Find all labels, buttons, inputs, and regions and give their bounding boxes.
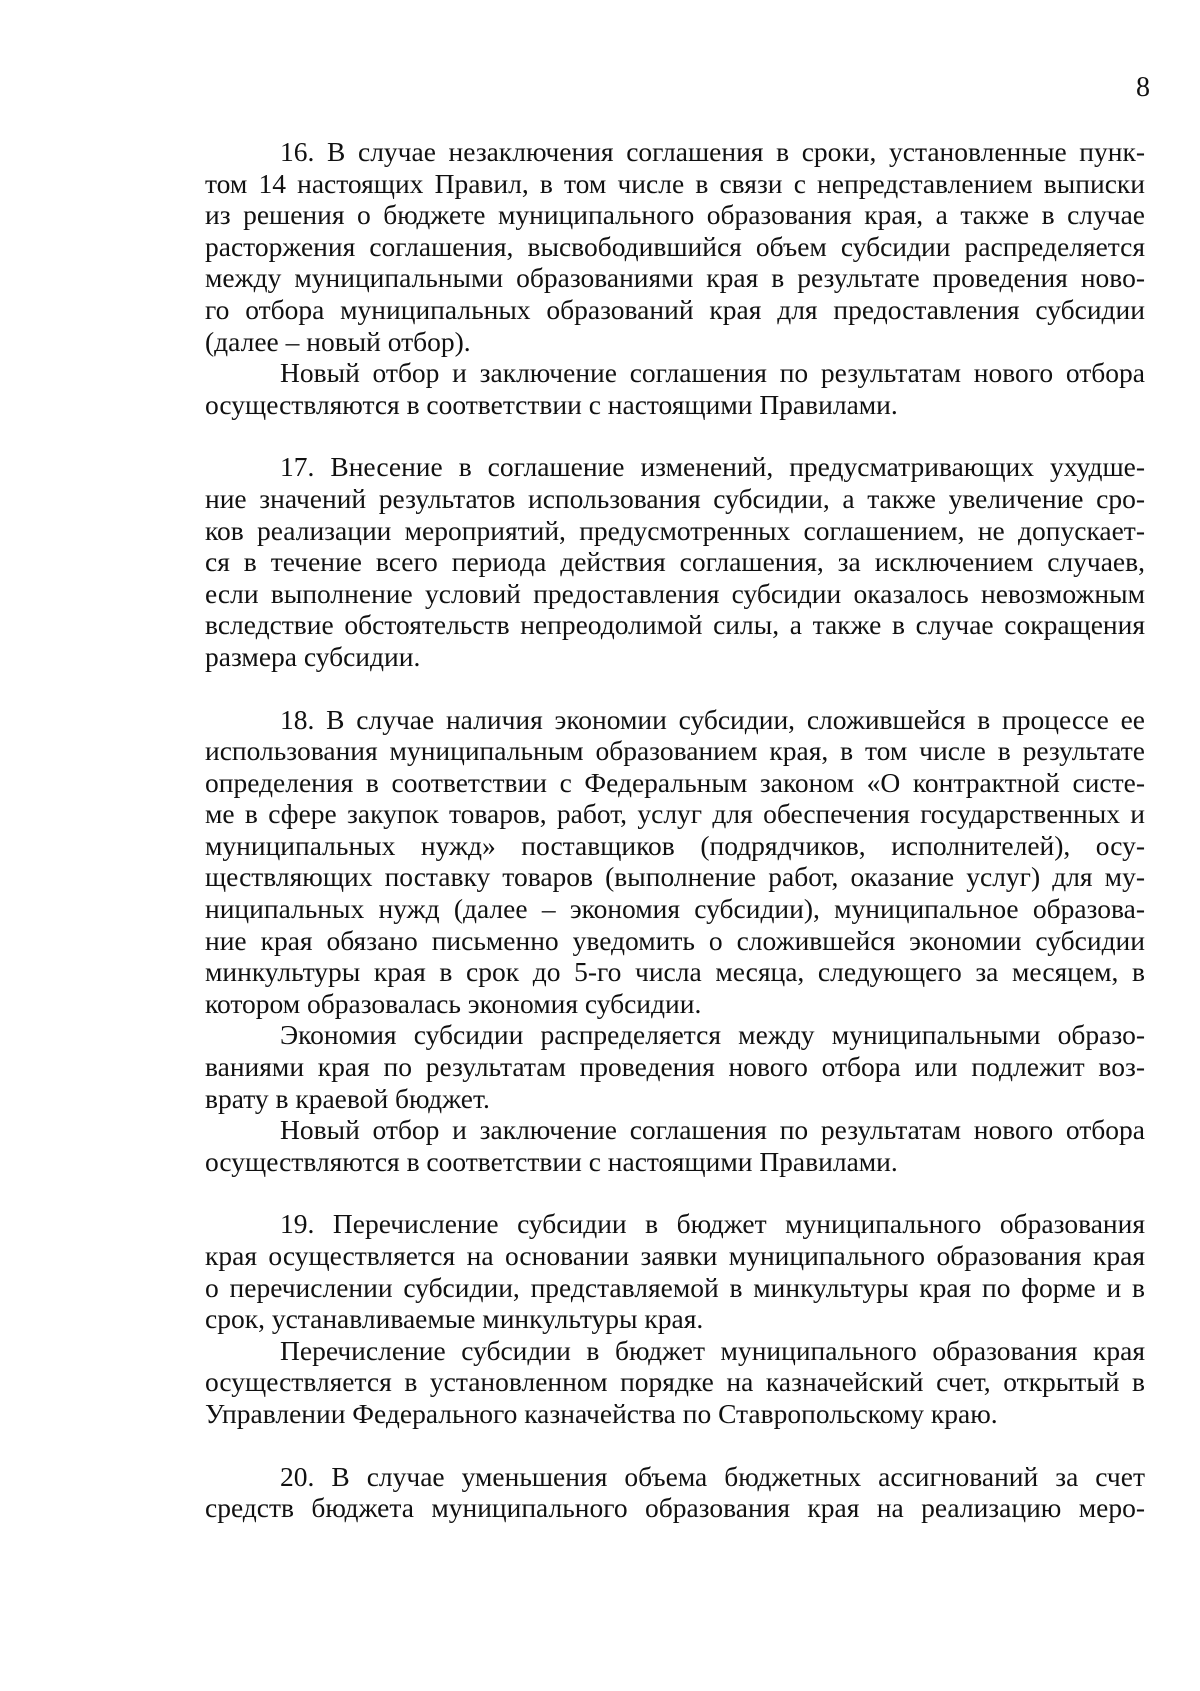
text-line: осуществляются в соответствии с настоящими Правилами. (205, 388, 898, 420)
paragraph (205, 1114, 1145, 1177)
text-line: 19. Перечисление субсидии в бюджет муниципального образования (280, 1208, 1145, 1240)
section-20 (205, 1461, 1145, 1524)
text-line: ся в течение всего периода действия соглашения, за исключением случаев, (205, 546, 1145, 578)
text-line: между муниципальными образованиями края в результате проведения ново- (205, 262, 1145, 294)
paragraph (205, 1208, 1145, 1334)
text-line: ниципальных нужд (далее – экономия субсидии), муниципальное образова- (205, 893, 1145, 925)
text-line: расторжения соглашения, высвободившийся объем субсидии распределяется (205, 230, 1145, 262)
text-line: 18. В случае наличия экономии субсидии, сложившейся в процессе ее (280, 703, 1145, 735)
text-line: Управлении Федерального казначейства по Ставропольскому краю. (205, 1397, 998, 1429)
section-18 (205, 704, 1145, 1178)
text-line: средств бюджета муниципального образования края на реализацию меро- (205, 1492, 1145, 1524)
paragraph (205, 1335, 1145, 1430)
paragraph (205, 704, 1145, 1020)
text-line: срок, устанавливаемые минкультуры края. (205, 1303, 704, 1335)
text-line: врату в краевой бюджет. (205, 1082, 490, 1114)
text-line: Новый отбор и заключение соглашения по результатам нового отбора (280, 1114, 1145, 1146)
document-body (205, 136, 1145, 1555)
section-19 (205, 1208, 1145, 1429)
paragraph (205, 136, 1145, 357)
paragraph (205, 1019, 1145, 1114)
text-line: если выполнение условий предоставления субсидии оказалось невозможным (205, 577, 1145, 609)
text-line: (далее – новый отбор). (205, 325, 471, 357)
section-16 (205, 136, 1145, 420)
text-line: 16. В случае незаключения соглашения в сроки, установленные пунк- (280, 136, 1145, 167)
text-line: определения в соответствии с Федеральным законом «О контрактной систе- (205, 766, 1145, 798)
text-line: Перечисление субсидии в бюджет муниципального образования края (280, 1334, 1145, 1366)
text-line: ние края обязано письменно уведомить о сложившейся экономии субсидии (205, 924, 1145, 956)
text-line: 17. Внесение в соглашение изменений, предусматривающих ухудше- (280, 451, 1145, 483)
page-number: 8 (1136, 72, 1150, 103)
text-line: ме в сфере закупок товаров, работ, услуг для обеспечения государственных и (205, 798, 1145, 830)
text-line: ществляющих поставку товаров (выполнение работ, оказание услуг) для му- (205, 861, 1145, 893)
paragraph (205, 451, 1145, 672)
text-line: ваниями края по результатам проведения нового отбора или подлежит воз- (205, 1051, 1145, 1083)
section-17 (205, 451, 1145, 672)
text-line: том 14 настоящих Правил, в том числе в связи с непредставлением выписки (205, 167, 1145, 199)
text-line: минкультуры края в срок до 5-го числа месяца, следующего за месяцем, в (205, 956, 1145, 988)
text-line: Новый отбор и заключение соглашения по результатам нового отбора (280, 357, 1145, 389)
text-line: 20. В случае уменьшения объема бюджетных ассигнований за счет (280, 1460, 1145, 1492)
paragraph (205, 357, 1145, 420)
paragraph (205, 1461, 1145, 1524)
text-line: края осуществляется на основании заявки муниципального образования края (205, 1240, 1145, 1271)
text-line: осуществляется в установленном порядке на казначейский счет, открытый в (205, 1366, 1145, 1398)
text-line: котором образовалась экономия субсидии. (205, 987, 702, 1019)
text-line: из решения о бюджете муниципального образования края, а также в случае (205, 199, 1145, 231)
text-line: Экономия субсидии распределяется между муниципальными образо- (280, 1019, 1145, 1051)
text-line: использования муниципальным образованием края, в том числе в результате (205, 735, 1145, 767)
text-line: ков реализации мероприятий, предусмотренных соглашением, не допускает- (205, 514, 1145, 546)
text-line: осуществляются в соответствии с настоящими Правилами. (205, 1145, 898, 1177)
text-line: о перечислении субсидии, представляемой в минкультуры края по форме и в (205, 1271, 1145, 1303)
text-line: муниципальных нужд» поставщиков (подрядчиков, исполнителей), осу- (205, 829, 1145, 861)
text-line: вследствие обстоятельств непреодолимой силы, а также в случае сокращения (205, 609, 1145, 641)
text-line: го отбора муниципальных образований края для предоставления субсидии (205, 293, 1145, 325)
text-line: размера субсидии. (205, 640, 421, 672)
text-line: ние значений результатов использования субсидии, а также увеличение сро- (205, 482, 1145, 514)
